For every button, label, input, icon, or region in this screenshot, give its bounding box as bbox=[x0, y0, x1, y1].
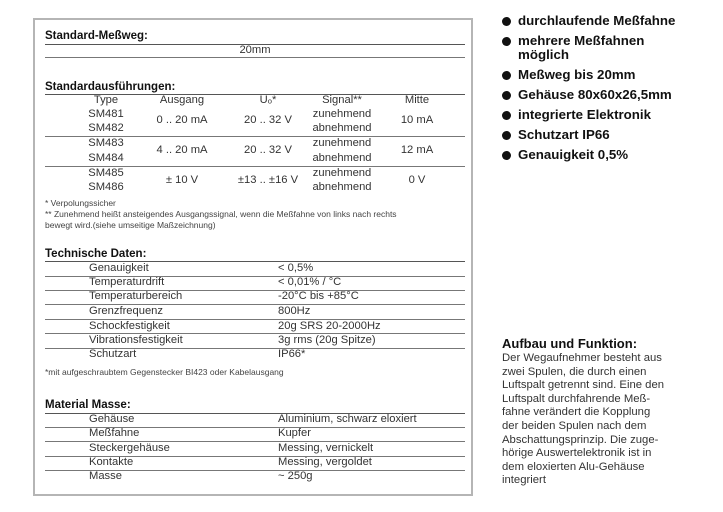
spec-value: < 0,01% / °C bbox=[278, 276, 342, 288]
spec-label: Genauigkeit bbox=[89, 262, 149, 274]
header-mitte: Mitte bbox=[404, 94, 430, 106]
feature-item bbox=[502, 34, 675, 48]
type-cell: SM481 bbox=[88, 108, 124, 120]
ausgang-cell: 0 .. 20 mA bbox=[156, 114, 208, 126]
material-label: Kontakte bbox=[89, 456, 134, 468]
feature-text: Meßweg bis 20mm bbox=[518, 67, 636, 82]
feature-text: möglich bbox=[518, 47, 569, 62]
header-type: Type bbox=[93, 94, 119, 106]
type-cell: SM485 bbox=[88, 167, 124, 179]
feature-list bbox=[502, 14, 675, 168]
ub-cell: 20 .. 32 V bbox=[244, 144, 292, 156]
signal-cell: zunehmend bbox=[312, 167, 372, 179]
spec-label: Grenzfrequenz bbox=[89, 305, 164, 317]
spec-value: -20°C bis +85°C bbox=[278, 290, 359, 302]
feature-item bbox=[502, 88, 675, 102]
feature-text: Schutzart IP66 bbox=[518, 127, 610, 142]
spec-label: Schutzart bbox=[89, 348, 137, 360]
feature-text: Genauigkeit 0,5% bbox=[518, 147, 629, 162]
feature-text: integrierte Elektronik bbox=[518, 107, 652, 122]
footnote-schutzart: *mit aufgeschraubtem Gegenstecker BI423 oder Kabelausgang bbox=[45, 367, 284, 377]
technische-daten-title: Technische Daten: bbox=[45, 248, 147, 260]
bullet-icon bbox=[502, 37, 511, 46]
signal-cell: zunehmend bbox=[312, 137, 372, 149]
feature-item bbox=[502, 148, 675, 162]
footnote-signal-cont: bewegt wird.(siehe umseitige Maßzeichnung) bbox=[45, 220, 216, 230]
spec-value: 20g SRS 20-2000Hz bbox=[278, 320, 381, 332]
material-value: Messing, vernickelt bbox=[278, 442, 374, 454]
type-cell: SM486 bbox=[88, 181, 124, 193]
divider bbox=[45, 57, 465, 58]
signal-cell: abnehmend bbox=[312, 181, 372, 193]
feature-item bbox=[502, 48, 675, 62]
feature-item bbox=[502, 108, 675, 122]
type-cell: SM482 bbox=[88, 122, 124, 134]
aufbau-title: Aufbau und Funktion: bbox=[502, 336, 638, 351]
standardausfuehrungen-title: Standardausführungen: bbox=[45, 81, 176, 93]
spec-value: 800Hz bbox=[278, 305, 311, 317]
signal-cell: abnehmend bbox=[312, 152, 372, 164]
material-label: Meßfahne bbox=[89, 427, 140, 439]
standard-messweg-value: 20mm bbox=[239, 44, 271, 56]
spec-label: Vibrationsfestigkeit bbox=[89, 334, 183, 346]
header-ub: Uₒ* bbox=[259, 94, 277, 106]
bullet-icon bbox=[502, 151, 511, 160]
spec-value: IP66* bbox=[278, 348, 306, 360]
mitte-cell: 10 mA bbox=[400, 114, 434, 126]
aufbau-text: Der Wegaufnehmer besteht aus zwei Spulen, die durch einen Luftspalt getrennt sind. Eine den Luftspalt durchfahrende Meß- fahne verändert die Kopplung der beiden Spulen nach dem Abschattungsprinzip. Die zuge- hörige Auswertelektronik ist in dem eloxierten Alu-Gehäuse integriert bbox=[502, 352, 665, 487]
bullet-icon bbox=[502, 131, 511, 140]
mitte-cell: 12 mA bbox=[400, 144, 434, 156]
ub-cell: ±13 .. ±16 V bbox=[237, 174, 299, 186]
bullet-icon bbox=[502, 17, 511, 26]
footnote-signal: ** Zunehmend heißt ansteigendes Ausgangssignal, wenn die Meßfahne von links nach rechts bbox=[45, 209, 397, 219]
material-label: Steckergehäuse bbox=[89, 442, 170, 454]
spec-label: Temperaturdrift bbox=[89, 276, 165, 288]
material-value: Messing, vergoldet bbox=[278, 456, 372, 468]
header-signal: Signal** bbox=[322, 94, 362, 106]
feature-text: durchlaufende Meßfahne bbox=[518, 13, 676, 28]
signal-cell: zunehmend bbox=[312, 108, 372, 120]
mitte-cell: 0 V bbox=[408, 174, 426, 186]
material-label: Masse bbox=[89, 470, 122, 482]
ausgang-cell: 4 .. 20 mA bbox=[156, 144, 208, 156]
material-masse-title: Material Masse: bbox=[45, 399, 131, 411]
signal-cell: abnehmend bbox=[312, 122, 372, 134]
bullet-icon bbox=[502, 71, 511, 80]
spec-value: < 0,5% bbox=[278, 262, 314, 274]
spec-label: Schockfestigkeit bbox=[89, 320, 170, 332]
feature-text: Gehäuse 80x60x26,5mm bbox=[518, 87, 672, 102]
footnote-verpolung: * Verpolungssicher bbox=[45, 198, 116, 208]
feature-item bbox=[502, 128, 675, 142]
feature-text: mehrere Meßfahnen bbox=[518, 33, 645, 48]
standard-messweg-title: Standard-Meßweg: bbox=[45, 30, 148, 42]
spec-label: Temperaturbereich bbox=[89, 290, 183, 302]
header-ausgang: Ausgang bbox=[159, 94, 205, 106]
type-cell: SM483 bbox=[88, 137, 124, 149]
material-value: Kupfer bbox=[278, 427, 311, 439]
material-value: ~ 250g bbox=[278, 470, 313, 482]
material-value: Aluminium, schwarz eloxiert bbox=[278, 413, 417, 425]
type-cell: SM484 bbox=[88, 152, 124, 164]
ub-cell: 20 .. 32 V bbox=[244, 114, 292, 126]
feature-item bbox=[502, 68, 675, 82]
bullet-icon bbox=[502, 111, 511, 120]
feature-item bbox=[502, 14, 675, 28]
spec-value: 3g rms (20g Spitze) bbox=[278, 334, 376, 346]
material-label: Gehäuse bbox=[89, 413, 135, 425]
ausgang-cell: ± 10 V bbox=[165, 174, 199, 186]
bullet-icon bbox=[502, 91, 511, 100]
